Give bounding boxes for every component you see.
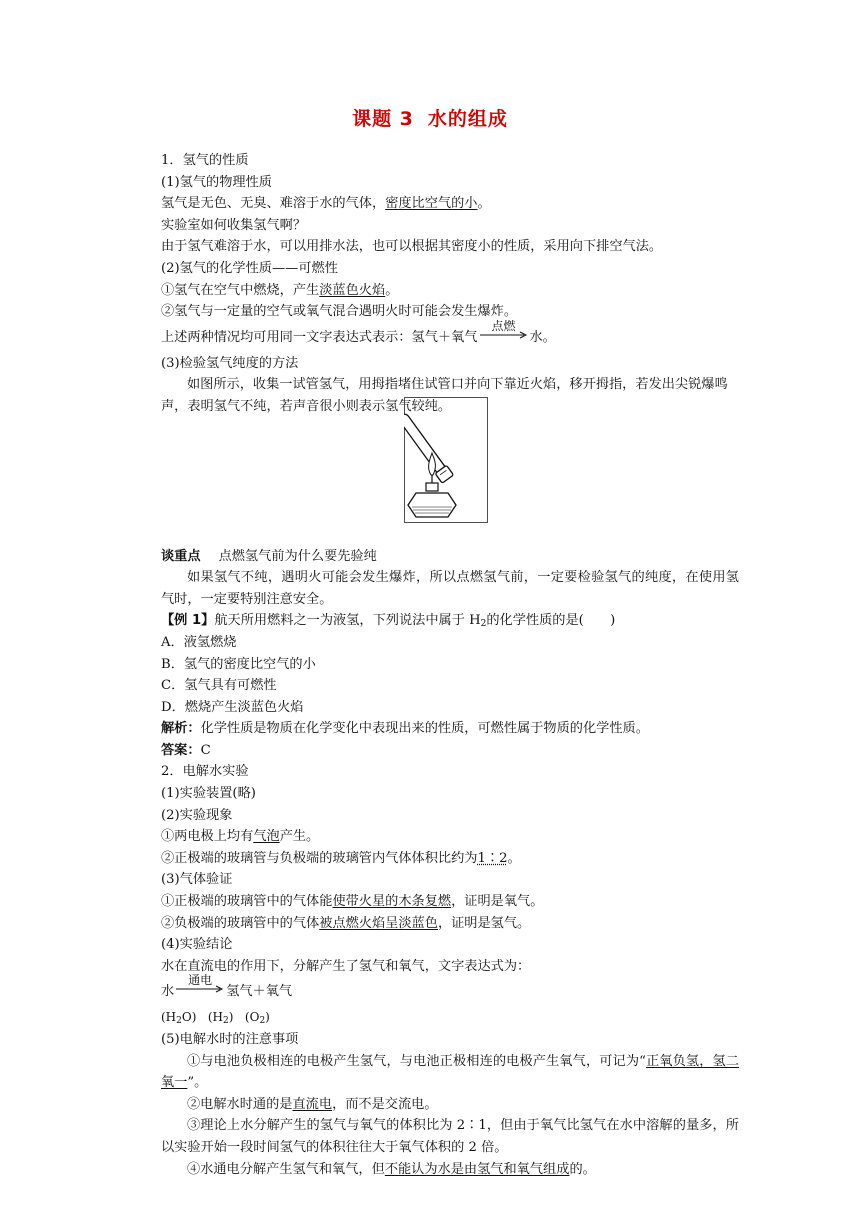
reaction-arrow-icon: 点燃 [480, 328, 528, 342]
conclusion-heading: (4)实验结论 [161, 937, 233, 953]
title-number: 课题 3 [352, 108, 414, 130]
section-1-heading: 1．氢气的性质 [161, 153, 249, 168]
phenomena-heading: (2)实验现象 [161, 807, 233, 823]
conclusion-text: 水在直流电的作用下，分解产生了氢气和氧气，文字表达式为： [161, 958, 531, 974]
purity-test-text: 如图所示，收集一试管氢气，用拇指堵住试管口并向下靠近火焰，移开拇指，若发出尖锐爆鸣声，表明氢气不纯，若声音很小则表示氢气较纯。 [161, 377, 728, 414]
phenomenon-2: ②正极端的玻璃管与负极端的玻璃管内气体体积比约为1∶2。 [161, 850, 521, 866]
formulas-line: $(H_2O)$ $(H_2)$ $(O_2)$ [161, 1010, 270, 1027]
combustion-point-1: ①氢气在空气中燃烧，产生淡蓝色火焰。 [161, 282, 399, 298]
note-4: ④水通电分解产生氢气和氧气，但不能认为水是由氢气和氧气组成的。 [187, 1161, 596, 1177]
option-a: A．液氢燃烧 [161, 634, 237, 650]
example-stem: 【例 1】航天所用燃料之一为液氢，下列说法中属于 $H_2$的化学性质的是( ) [161, 613, 616, 630]
title-text: 水的组成 [427, 108, 508, 130]
electrolysis-equation: 水 通电 氢气＋氧气 [161, 973, 293, 1000]
section-2-heading: 2．电解水实验 [161, 764, 249, 780]
phenomenon-1: ①两电极上均有气泡产生。 [161, 829, 320, 845]
answer: 答案：C [161, 742, 211, 758]
note-3: ③理论上水分解产生的氢气与氧气的体积比为 2∶1，但由于氧气比氢气在水中溶解的量多，所以实验开始一段时间氢气的体积往往大于氧气体积的 2 倍。 [161, 1118, 739, 1155]
notes-heading: (5)电解水时的注意事项 [161, 1032, 299, 1047]
collection-answer: 由于氢气难溶于水，可以用排水法，也可以根据其密度小的性质，采用向下排空气法。 [161, 239, 663, 255]
verification-2: ②负极端的玻璃管中的气体被点燃火焰呈淡蓝色，证明是氢气。 [161, 915, 531, 931]
hydrogen-purity-test-figure [404, 397, 488, 523]
spirit-lamp-icon [408, 483, 456, 517]
purity-test-heading: (3)检验氢气纯度的方法 [161, 355, 299, 371]
verification-1: ①正极端的玻璃管中的气体能使带火星的木条复燃，证明是氧气。 [161, 894, 544, 910]
apparatus-heading: (1)实验装置(略) [161, 786, 256, 802]
option-c: C．氢气具有可燃性 [161, 678, 277, 694]
test-tube-icon [404, 411, 454, 483]
page-title [0, 104, 860, 131]
physical-properties-text: 氢气是无色、无臭、难溶于水的气体，密度比空气的小。 [161, 196, 491, 212]
note-2: ②电解水时通的是直流电，而不是交流电。 [187, 1096, 438, 1112]
combustion-point-2: ②氢气与一定量的空气或氧气混合遇明火时可能会发生爆炸。 [161, 304, 518, 320]
note-1: ①与电池负极相连的电极产生氢气，与电池正极相连的电极产生氧气，可记为“正氧负氢，氢二氧一”。 [161, 1053, 739, 1091]
focus-text: 如果氢气不纯，遇明火可能会发生爆炸，所以点燃氢气前，一定要检验氢气的纯度，在使用氢气时，一定要特别注意安全。 [161, 570, 739, 607]
document-body [161, 150, 739, 1180]
option-d: D．燃烧产生淡蓝色火焰 [161, 699, 304, 715]
focus-line: 谈重点 点燃氢气前为什么要先验纯 [161, 548, 377, 564]
chemical-properties-heading: (2)氢气的化学性质——可燃性 [161, 260, 338, 276]
option-b: B．氢气的密度比空气的小 [161, 656, 316, 672]
analysis: 解析：化学性质是物质在化学变化中表现出来的性质，可燃性属于物质的化学性质。 [161, 721, 649, 737]
verification-heading: (3)气体验证 [161, 872, 233, 888]
reaction-arrow-icon: 通电 [176, 982, 224, 996]
physical-properties-heading: (1)氢气的物理性质 [161, 174, 272, 190]
combustion-equation: 上述两种情况均可用同一文字表达式表示：氢气＋氧气 点燃 水。 [161, 318, 556, 345]
collection-question: 实验室如何收集氢气啊？ [161, 217, 307, 233]
